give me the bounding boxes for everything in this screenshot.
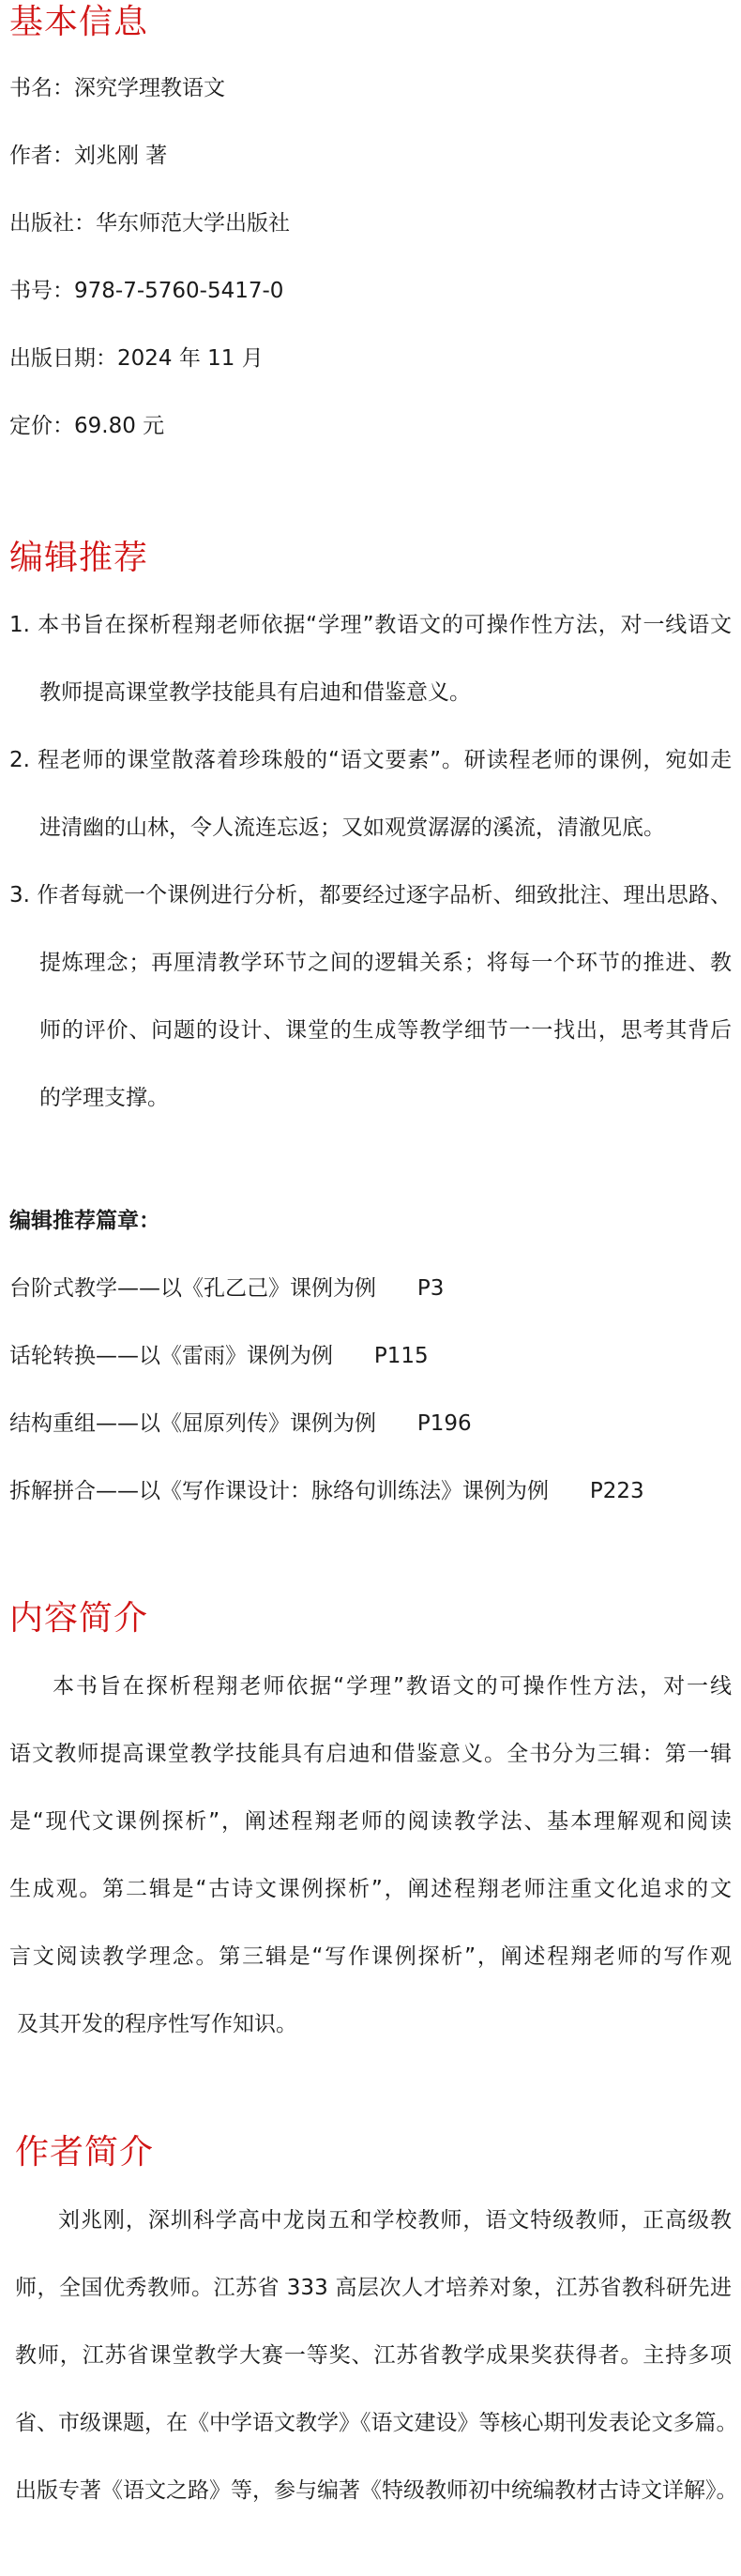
content-intro-line-1: 本书旨在探析程翔老师依据“学理”教语文的可操作性方法，对一线: [53, 1674, 732, 1699]
basic-info-heading: 基本信息: [9, 3, 149, 41]
author-intro-line-5: 出版专著《语文之路》等，参与编著《特级教师初中统编教材古诗文详解》。: [15, 2478, 738, 2503]
content-intro-heading: 内容简介: [9, 1599, 149, 1638]
author-intro-line-4: 省、市级课题，在《中学语文教学》《语文建设》等核心期刊发表论文多篇。: [15, 2411, 738, 2435]
chapter-item-4: 拆解拼合——以《写作课设计：脉络句训练法》课例为例 P223: [9, 1479, 644, 1503]
chapter-item-3: 结构重组——以《屈原列传》课例为例 P196: [9, 1411, 472, 1436]
content-intro-line-5: 言文阅读教学理念。第三辑是“写作课例探析”，阐述程翔老师的写作观: [9, 1944, 732, 1969]
chapter-item-1: 台阶式教学——以《孔乙己》课例为例 P3: [9, 1276, 445, 1301]
content-intro-line-6: 及其开发的程序性写作知识。: [17, 2012, 297, 2036]
recommend-item-2-line-2: 进清幽的山林，令人流连忘返；又如观赏潺潺的溪流，清澈见底。: [39, 815, 665, 840]
book-name: 书名：深究学理教语文: [9, 76, 225, 100]
editor-recommend-heading: 编辑推荐: [9, 539, 149, 577]
recommend-item-1-line-1: 1. 本书旨在探析程翔老师依据“学理”教语文的可操作性方法，对一线语文: [9, 613, 732, 637]
author-intro-line-3: 教师，江苏省课堂教学大赛一等奖、江苏省教学成果奖获得者。主持多项: [15, 2343, 732, 2368]
recommend-chapters-label: 编辑推荐篇章：: [9, 1209, 160, 1233]
author-intro-line-2: 师，全国优秀教师。江苏省 333 高层次人才培养对象，江苏省教科研先进: [15, 2276, 732, 2300]
recommend-item-2-line-1: 2. 程老师的课堂散落着珍珠般的“语文要素”。研读程老师的课例，宛如走: [9, 748, 732, 772]
content-intro-line-3: 是“现代文课例探析”，阐述程翔老师的阅读教学法、基本理解观和阅读: [9, 1809, 732, 1834]
author-intro-heading: 作者简介: [15, 2133, 155, 2172]
recommend-item-3-line-2: 提炼理念；再厘清教学环节之间的逻辑关系；将每一个环节的推进、教: [39, 951, 732, 975]
publisher-line: 出版社：华东师范大学出版社: [9, 211, 290, 236]
chapter-item-2: 话轮转换——以《雷雨》课例为例 P115: [9, 1344, 429, 1368]
isbn-line: 书号：978-7-5760-5417-0: [9, 279, 284, 303]
content-intro-line-4: 生成观。第二辑是“古诗文课例探析”，阐述程翔老师注重文化追求的文: [9, 1877, 732, 1901]
author-line: 作者：刘兆刚 著: [9, 144, 168, 168]
pub-date-line: 出版日期：2024 年 11 月: [9, 346, 264, 371]
recommend-item-3-line-1: 3. 作者每就一个课例进行分析，都要经过逐字品析、细致批注、理出思路、: [9, 883, 732, 907]
author-intro-line-1: 刘兆刚，深圳科学高中龙岗五和学校教师，语文特级教师，正高级教: [58, 2208, 732, 2233]
content-intro-line-2: 语文教师提高课堂教学技能具有启迪和借鉴意义。全书分为三辑：第一辑: [9, 1742, 732, 1766]
price-line: 定价：69.80 元: [9, 414, 165, 438]
recommend-item-3-line-4: 的学理支撑。: [39, 1086, 169, 1110]
recommend-item-1-line-2: 教师提高课堂教学技能具有启迪和借鉴意义。: [39, 680, 471, 705]
recommend-item-3-line-3: 师的评价、问题的设计、课堂的生成等教学细节一一找出，思考其背后: [39, 1018, 732, 1043]
